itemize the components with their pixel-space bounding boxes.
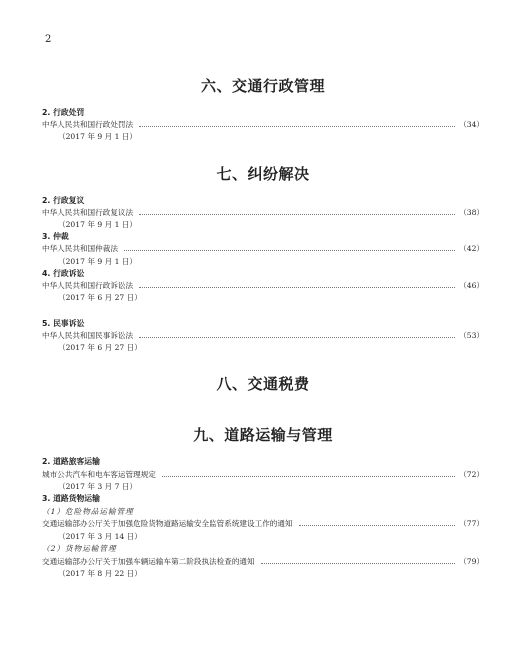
- chapter-title: 九、道路运输与管理: [193, 426, 333, 444]
- dot-leader: [261, 562, 456, 564]
- entry-page: （77）: [459, 519, 484, 528]
- dot-leader: [139, 336, 455, 338]
- entry-title: 交通运输部办公厅关于加强危险货物道路运输安全监管系统建设工作的通知: [42, 519, 293, 528]
- entry-page: （72）: [459, 470, 484, 479]
- entry-date: （2017 年 3 月 14 日）: [58, 532, 142, 541]
- toc-entry[interactable]: [42, 330, 484, 341]
- entry-page: （79）: [459, 557, 484, 566]
- toc-entry[interactable]: [42, 119, 484, 130]
- chapter-title: 八、交通税费: [216, 375, 310, 393]
- entry-date: （2017 年 9 月 1 日）: [58, 257, 138, 266]
- dot-leader: [162, 475, 455, 477]
- entry-title: 中华人民共和国民事诉讼法: [42, 331, 134, 340]
- page-number: 2: [45, 34, 52, 45]
- entry-title: 中华人民共和国仲裁法: [42, 244, 118, 253]
- chapter-title: 六、交通行政管理: [200, 77, 325, 95]
- dot-leader: [139, 125, 455, 127]
- entry-date: （2017 年 6 月 27 日）: [58, 293, 142, 302]
- entry-date: （2017 年 3 月 7 日）: [58, 482, 138, 491]
- subsection-heading: （2）货物运输管理: [42, 544, 117, 553]
- section-heading: 3. 道路货物运输: [42, 494, 100, 503]
- toc-entry[interactable]: [42, 518, 484, 529]
- chapter-title: 七、纠纷解决: [216, 165, 310, 183]
- entry-title: 中华人民共和国行政复议法: [42, 208, 134, 217]
- toc-entry[interactable]: [42, 207, 484, 218]
- dot-leader: [124, 249, 455, 251]
- section-heading: 2. 道路旅客运输: [42, 457, 100, 466]
- section-heading: 5. 民事诉讼: [42, 319, 85, 328]
- toc-entry[interactable]: [42, 280, 484, 291]
- entry-page: （34）: [459, 120, 484, 129]
- entry-title: 交通运输部办公厅关于加强车辆运输车第二阶段执法检查的通知: [42, 557, 255, 566]
- entry-date: （2017 年 9 月 1 日）: [58, 220, 138, 229]
- subsection-heading: （1）危险物品运输管理: [42, 507, 134, 516]
- entry-title: 城市公共汽车和电车客运管理规定: [42, 470, 156, 479]
- toc-entry[interactable]: [42, 556, 484, 567]
- toc-entry[interactable]: [42, 243, 484, 254]
- entry-date: （2017 年 6 月 27 日）: [58, 343, 142, 352]
- entry-page: （46）: [459, 281, 484, 290]
- entry-title: 中华人民共和国行政处罚法: [42, 120, 134, 129]
- dot-leader: [139, 286, 455, 288]
- section-heading: 2. 行政复议: [42, 196, 85, 205]
- dot-leader: [299, 524, 456, 526]
- entry-page: （42）: [459, 244, 484, 253]
- entry-page: （53）: [459, 331, 484, 340]
- entry-page: （38）: [459, 208, 484, 217]
- section-heading: 3. 仲裁: [42, 232, 69, 241]
- section-heading: 2. 行政处罚: [42, 108, 85, 117]
- section-heading: 4. 行政诉讼: [42, 269, 85, 278]
- toc-entry[interactable]: [42, 469, 484, 480]
- entry-title: 中华人民共和国行政诉讼法: [42, 281, 134, 290]
- entry-date: （2017 年 9 月 1 日）: [58, 132, 138, 141]
- entry-date: （2017 年 8 月 22 日）: [58, 569, 142, 578]
- dot-leader: [139, 213, 455, 215]
